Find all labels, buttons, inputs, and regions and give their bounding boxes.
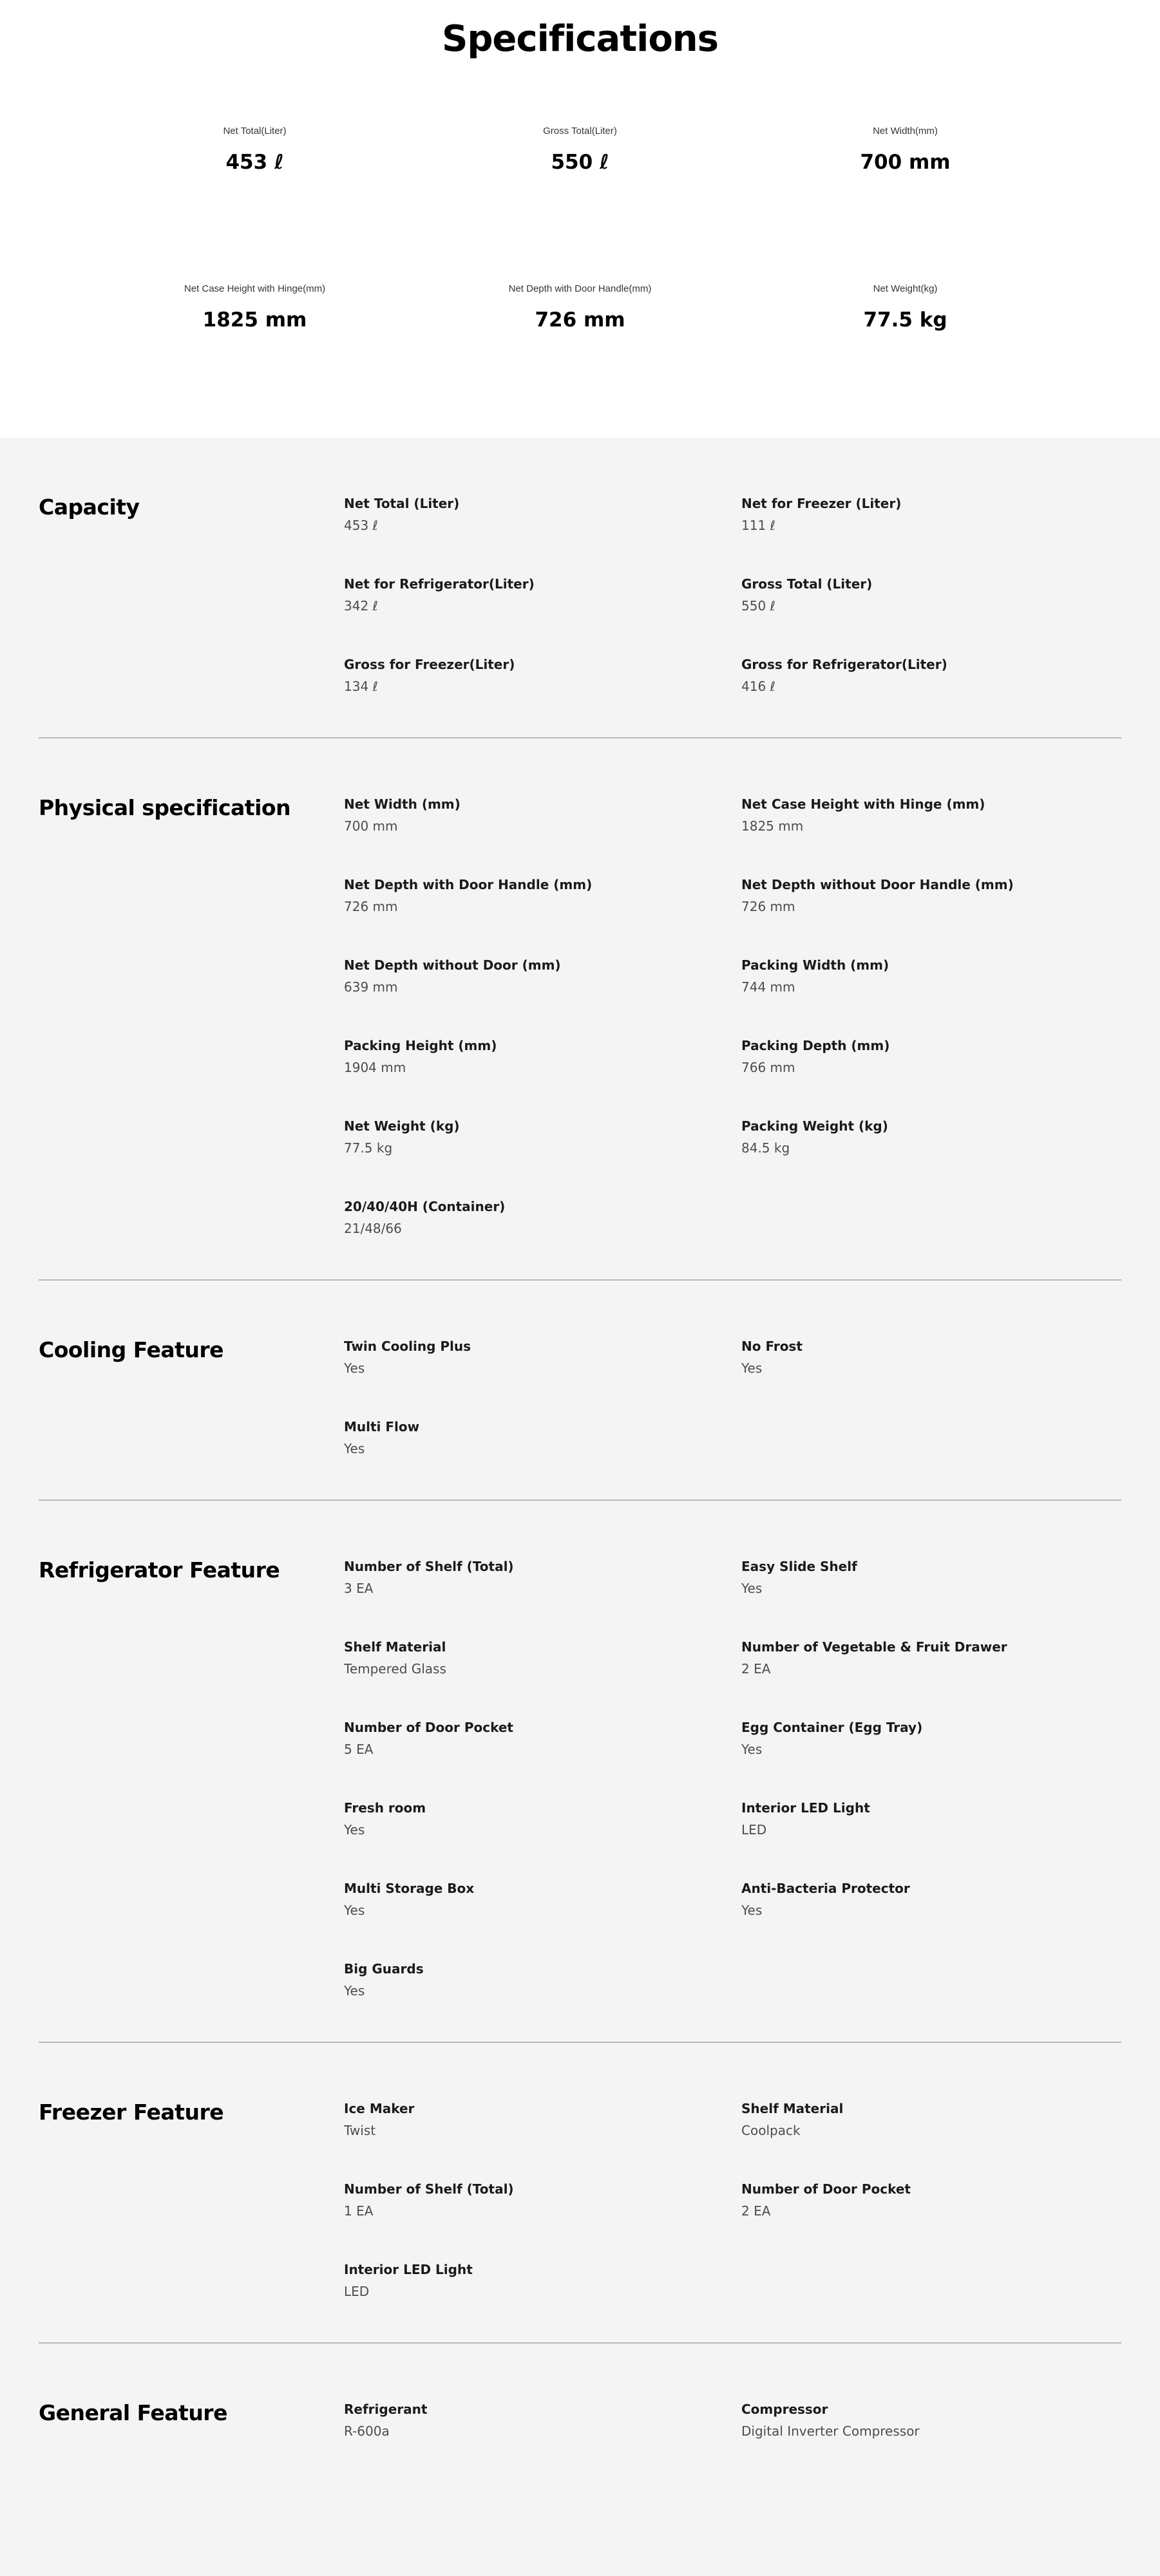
spec-list (0, 438, 1160, 2508)
key-spec-item (92, 126, 417, 283)
spec-section (39, 1501, 1121, 2043)
key-spec-value: 453 ℓ (225, 151, 284, 174)
spec-value: Yes (344, 1360, 365, 1376)
spec-value: Yes (344, 1983, 365, 1998)
spec-item (741, 796, 1121, 877)
spec-name: Net Weight (kg) (344, 1118, 460, 1134)
spec-item (344, 1559, 741, 1639)
key-spec-label: Net Total(Liter) (223, 126, 287, 136)
spec-value: LED (741, 1822, 767, 1838)
spec-name: Gross Total (Liter) (741, 576, 873, 592)
section-title: Freezer Feature (39, 2100, 224, 2125)
spec-item (741, 1720, 1121, 1800)
spec-name: Net Case Height with Hinge (mm) (741, 796, 985, 812)
key-spec-item (417, 126, 743, 283)
spec-item (741, 657, 1121, 737)
spec-value: 453 ℓ (344, 518, 378, 533)
key-spec-value: 700 mm (860, 151, 951, 174)
spec-item (741, 1800, 1121, 1881)
spec-item (344, 1720, 741, 1800)
spec-value: LED (344, 2284, 370, 2299)
spec-section (39, 438, 1121, 738)
spec-value: 1904 mm (344, 1060, 406, 1075)
spec-value: Yes (344, 1441, 365, 1456)
spec-name: Easy Slide Shelf (741, 1559, 857, 1574)
spec-value: 77.5 kg (344, 1140, 393, 1156)
spec-item (741, 1559, 1121, 1639)
spec-name: Big Guards (344, 1961, 424, 1977)
spec-name: Fresh room (344, 1800, 426, 1816)
spec-name: 20/40/40H (Container) (344, 1199, 506, 1214)
spec-value: 1 EA (344, 2203, 374, 2219)
section-spec-grid (344, 738, 1121, 1279)
spec-item (741, 1881, 1121, 1961)
spec-value: 3 EA (344, 1581, 374, 1596)
spec-value: 342 ℓ (344, 598, 378, 614)
spec-item (344, 1961, 741, 2042)
spec-item (344, 576, 741, 657)
section-title: Cooling Feature (39, 1337, 224, 1362)
spec-item (741, 2181, 1121, 2262)
spec-item (344, 1800, 741, 1881)
spec-value: 111 ℓ (741, 518, 775, 533)
spec-name: Multi Storage Box (344, 1881, 475, 1896)
key-spec-item (92, 283, 417, 441)
section-spec-grid (344, 1281, 1121, 1500)
spec-name: Net for Freezer (Liter) (741, 496, 902, 511)
spec-section (39, 738, 1121, 1281)
key-spec-label: Net Depth with Door Handle(mm) (508, 283, 652, 294)
section-spec-grid (344, 2344, 1121, 2482)
spec-name: Net Depth without Door (mm) (344, 957, 561, 973)
spec-name: Packing Depth (mm) (741, 1038, 890, 1053)
spec-value: Twist (344, 2123, 376, 2138)
spec-value: Coolpack (741, 2123, 801, 2138)
spec-name: No Frost (741, 1339, 803, 1354)
spec-value: 2 EA (741, 1661, 771, 1677)
key-spec-label: Net Case Height with Hinge(mm) (184, 283, 326, 294)
spec-name: Interior LED Light (344, 2262, 473, 2277)
spec-name: Number of Vegetable & Fruit Drawer (741, 1639, 1007, 1655)
spec-value: 550 ℓ (741, 598, 775, 614)
spec-value: 766 mm (741, 1060, 795, 1075)
spec-value: 21/48/66 (344, 1221, 402, 1236)
spec-section (39, 2344, 1121, 2508)
key-specs-grid (92, 126, 1069, 441)
section-title: Capacity (39, 494, 140, 520)
spec-item (741, 957, 1121, 1038)
spec-item (344, 877, 741, 957)
spec-name: Twin Cooling Plus (344, 1339, 471, 1354)
key-spec-value: 550 ℓ (551, 151, 609, 174)
spec-item (344, 1339, 741, 1419)
spec-value: Yes (741, 1360, 763, 1376)
section-title: Refrigerator Feature (39, 1557, 280, 1583)
spec-item (344, 657, 741, 737)
spec-item (741, 2402, 1121, 2482)
spec-item (741, 576, 1121, 657)
key-spec-item (743, 126, 1068, 283)
spec-section (39, 1281, 1121, 1501)
spec-item (344, 2101, 741, 2181)
key-spec-label: Net Width(mm) (873, 126, 938, 136)
spec-item (344, 2262, 741, 2342)
spec-name: Shelf Material (741, 2101, 844, 2116)
spec-value: R-600a (344, 2423, 390, 2439)
spec-value: Yes (344, 1903, 365, 1918)
spec-value: 744 mm (741, 979, 795, 995)
spec-name: Interior LED Light (741, 1800, 870, 1816)
spec-item (344, 1038, 741, 1118)
key-spec-item (417, 283, 743, 441)
spec-name: Number of Door Pocket (344, 1720, 513, 1735)
spec-value: 1825 mm (741, 818, 804, 834)
spec-name: Packing Width (mm) (741, 957, 889, 973)
key-spec-item (743, 283, 1068, 441)
spec-value: 5 EA (344, 1742, 374, 1757)
key-spec-label: Gross Total(Liter) (543, 126, 617, 136)
spec-value: Tempered Glass (344, 1661, 446, 1677)
key-spec-value: 726 mm (535, 308, 625, 332)
section-title: Physical specification (39, 795, 291, 820)
spec-name: Number of Shelf (Total) (344, 1559, 514, 1574)
spec-item (344, 496, 741, 576)
spec-name: Packing Height (mm) (344, 1038, 497, 1053)
key-spec-value: 1825 mm (202, 308, 307, 332)
key-spec-value: 77.5 kg (863, 308, 947, 332)
section-spec-grid (344, 2043, 1121, 2342)
spec-name: Anti-Bacteria Protector (741, 1881, 910, 1896)
spec-name: Net Depth without Door Handle (mm) (741, 877, 1014, 892)
spec-name: Gross for Freezer(Liter) (344, 657, 515, 672)
spec-value: 84.5 kg (741, 1140, 790, 1156)
spec-item (741, 1339, 1121, 1419)
spec-value: 639 mm (344, 979, 398, 995)
spec-name: Packing Weight (kg) (741, 1118, 888, 1134)
spec-name: Net Total (Liter) (344, 496, 460, 511)
spec-value: Yes (741, 1742, 763, 1757)
spec-item (741, 1038, 1121, 1118)
spec-value: Digital Inverter Compressor (741, 2423, 920, 2439)
spec-item (344, 2402, 741, 2482)
spec-item (344, 957, 741, 1038)
spec-value: Yes (741, 1581, 763, 1596)
spec-name: Net Depth with Door Handle (mm) (344, 877, 593, 892)
spec-item (344, 1199, 741, 1279)
spec-value: 416 ℓ (741, 679, 775, 694)
spec-name: Net Width (mm) (344, 796, 461, 812)
spec-value: Yes (344, 1822, 365, 1838)
section-spec-grid (344, 1501, 1121, 2042)
spec-name: Compressor (741, 2402, 828, 2417)
spec-name: Gross for Refrigerator(Liter) (741, 657, 947, 672)
spec-name: Number of Shelf (Total) (344, 2181, 514, 2197)
key-specs-panel (0, 0, 1160, 438)
spec-value: 726 mm (344, 899, 398, 914)
spec-name: Shelf Material (344, 1639, 446, 1655)
spec-name: Net for Refrigerator(Liter) (344, 576, 535, 592)
spec-item (344, 1118, 741, 1199)
spec-item (344, 1881, 741, 1961)
spec-value: 2 EA (741, 2203, 771, 2219)
spec-item (741, 1639, 1121, 1720)
spec-value: 726 mm (741, 899, 795, 914)
spec-name: Egg Container (Egg Tray) (741, 1720, 923, 1735)
section-spec-grid (344, 438, 1121, 737)
spec-section (39, 2043, 1121, 2344)
spec-name: Ice Maker (344, 2101, 415, 2116)
spec-value: 700 mm (344, 818, 398, 834)
spec-item (344, 1419, 741, 1500)
page-title: Specifications (442, 18, 718, 60)
spec-item (344, 1639, 741, 1720)
spec-value: Yes (741, 1903, 763, 1918)
section-title: General Feature (39, 2400, 227, 2425)
spec-name: Multi Flow (344, 1419, 420, 1434)
spec-item (344, 2181, 741, 2262)
spec-item (344, 796, 741, 877)
spec-name: Number of Door Pocket (741, 2181, 911, 2197)
spec-name: Refrigerant (344, 2402, 428, 2417)
spec-item (741, 877, 1121, 957)
spec-item (741, 2101, 1121, 2181)
key-spec-label: Net Weight(kg) (873, 283, 938, 294)
spec-value: 134 ℓ (344, 679, 378, 694)
spec-item (741, 1118, 1121, 1199)
spec-item (741, 496, 1121, 576)
